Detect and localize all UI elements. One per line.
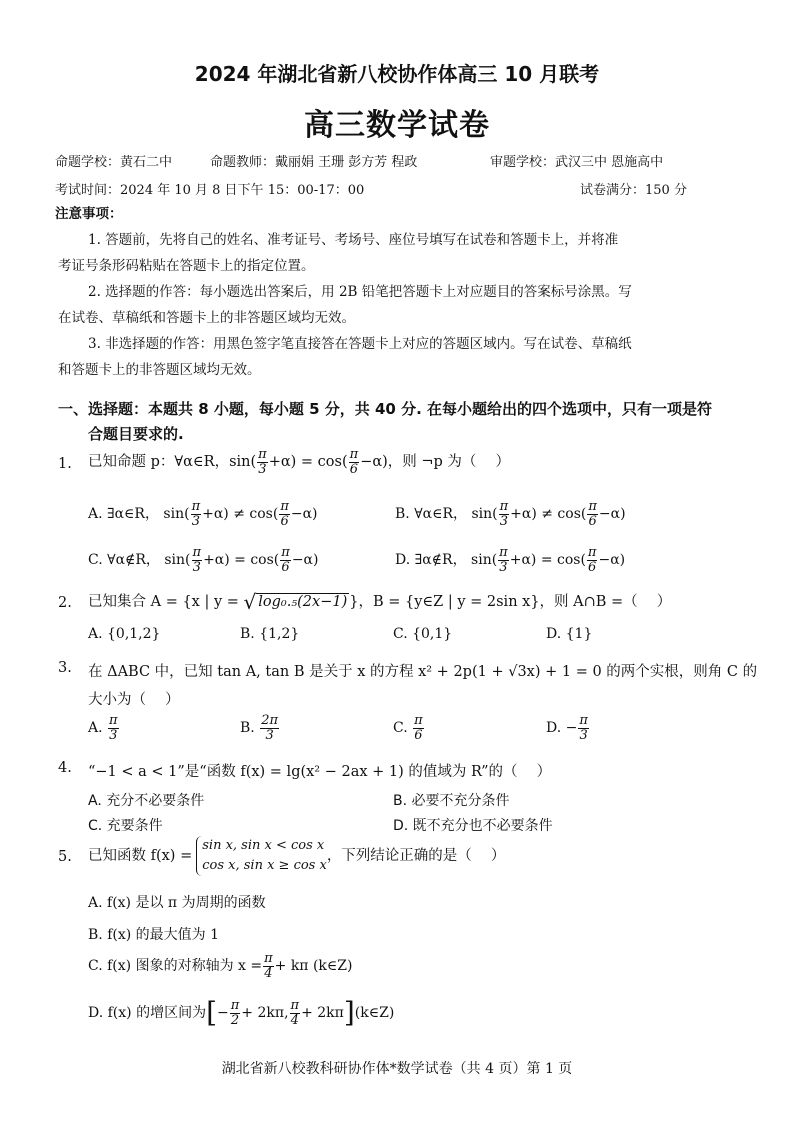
q4-option-a: A. 充分不必要条件	[88, 793, 205, 809]
q2-option-b: B. {1,2}	[240, 626, 300, 642]
q5-option-a: A. f(x) 是以 π 为周期的函数	[88, 895, 266, 911]
q1-number: 1.	[58, 456, 72, 472]
full-score: 试卷满分：150 分	[580, 183, 687, 198]
note-2-line-2: 在试卷、草稿纸和答题卡上的非答题区域均无效。	[58, 310, 355, 326]
q3-option-d: D. − $\frac{\pi}{3}$	[546, 713, 588, 743]
q2-option-a: A. {0,1,2}	[88, 626, 161, 642]
q4-option-d: D. 既不充分也不必要条件	[393, 818, 553, 834]
note-3-line-2: 和答题卡上的非答题区域均无效。	[58, 362, 261, 378]
q1-option-c: C. ∀α∉R， sin( $\frac{\pi}{3}$ +α) = cos( $\frac{\pi}{6}$ −α)	[88, 545, 319, 575]
q3-option-b: B. $\frac{2\pi}{3}$	[240, 713, 279, 743]
q4-number: 4.	[58, 760, 72, 776]
q5-stem: 已知函数 f(x) = sin x, sin x < cos x cos x, sin x ≥ cos x ，下列结论正确的是（ ）	[88, 836, 505, 876]
q3-number: 3.	[58, 660, 72, 676]
q5-option-b: B. f(x) 的最大值为 1	[88, 927, 219, 943]
q3-stem-line-2: 大小为（ ）	[88, 692, 180, 708]
exam-subtitle: 高三数学试卷	[304, 108, 490, 143]
proposer-teachers: 命题教师：戴丽娟 王珊 彭方芳 程政	[210, 155, 418, 170]
exam-time: 考试时间：2024 年 10 月 8 日下午 15：00-17：00	[55, 183, 365, 198]
q3-stem-line-1: 在 ΔABC 中，已知 tan A, tan B 是关于 x 的方程 x² + 2p(1 + √3x) + 1 = 0 的两个实根，则角 C 的	[88, 664, 758, 680]
section-1-heading-cont: 合题目要求的.	[88, 425, 184, 443]
q2-stem: 已知集合 A = {x | y = √ log₀.₅(2x−1) }，B = {y∈Z | y = 2sin x}，则 A∩B =（ ）	[88, 590, 672, 614]
note-1-line-2: 考证号条形码粘贴在答题卡上的指定位置。	[58, 258, 315, 274]
note-3-line-1: 3. 非选择题的作答：用黑色签字笔直接答在答题卡上对应的答题区域内。写在试卷、草稿纸	[88, 336, 632, 352]
note-2-line-1: 2. 选择题的作答：每小题选出答案后，用 2B 铅笔把答题卡上对应题目的答案标号涂黑。写	[88, 284, 632, 300]
q5-option-c: C. f(x) 图象的对称轴为 x = $\frac{\pi}{4}$ + kπ (k∈Z)	[88, 951, 353, 981]
proposer-school: 命题学校：黄石二中	[55, 155, 173, 170]
q4-stem: “−1 < a < 1”是“函数 f(x) = lg(x² − 2ax + 1) 的值域为 R”的（ ）	[88, 764, 552, 780]
q3-option-c: C. $\frac{\pi}{6}$	[393, 713, 423, 743]
q2-option-d: D. {1}	[546, 626, 593, 642]
q1-option-b: B. ∀α∈R， sin( $\frac{\pi}{3}$ +α) ≠ cos( $\frac{\pi}{6}$ −α)	[395, 499, 626, 529]
q4-option-c: C. 充要条件	[88, 818, 163, 834]
q1-option-d: D. ∃α∉R， sin( $\frac{\pi}{3}$ +α) = cos( $\frac{\pi}{6}$ −α)	[395, 545, 626, 575]
notes-heading: 注意事项：	[55, 206, 123, 222]
section-1-heading: 一、选择题：本题共 8 小题，每小题 5 分，共 40 分. 在每小题给出的四个选项中，只有一项是符	[58, 400, 713, 418]
exam-title: 2024 年湖北省新八校协作体高三 10 月联考	[194, 62, 600, 86]
q1-stem: 已知命题 p：∀α∈R，sin( $\frac{\pi}{3}$ +α) = cos( $\frac{\pi}{6}$ −α)，则 ¬p 为（ ）	[88, 447, 511, 477]
q4-option-b: B. 必要不充分条件	[393, 793, 510, 809]
q5-piecewise: sin x, sin x < cos x cos x, sin x ≥ cos x	[196, 836, 327, 876]
q1-option-a: A. ∃α∈R， sin( $\frac{\pi}{3}$ +α) ≠ cos( $\frac{\pi}{6}$ −α)	[88, 499, 318, 529]
q2-number: 2.	[58, 595, 72, 611]
q2-option-c: C. {0,1}	[393, 626, 453, 642]
note-1-line-1: 1. 答题前，先将自己的姓名、准考证号、考场号、座位号填写在试卷和答题卡上，并将准	[88, 232, 619, 248]
q3-option-a: A. $\frac{\pi}{3}$	[88, 713, 118, 743]
q5-option-d: D. f(x) 的增区间为[− $\frac{\pi}{2}$ + 2kπ, $\frac{\pi}{4}$ + 2kπ](k∈Z)	[88, 996, 395, 1029]
page-footer: 湖北省新八校教科研协作体*数学试卷（共 4 页）第 1 页	[221, 1061, 573, 1077]
q5-number: 5.	[58, 849, 72, 865]
reviewer-school: 审题学校：武汉三中 恩施高中	[490, 155, 664, 170]
